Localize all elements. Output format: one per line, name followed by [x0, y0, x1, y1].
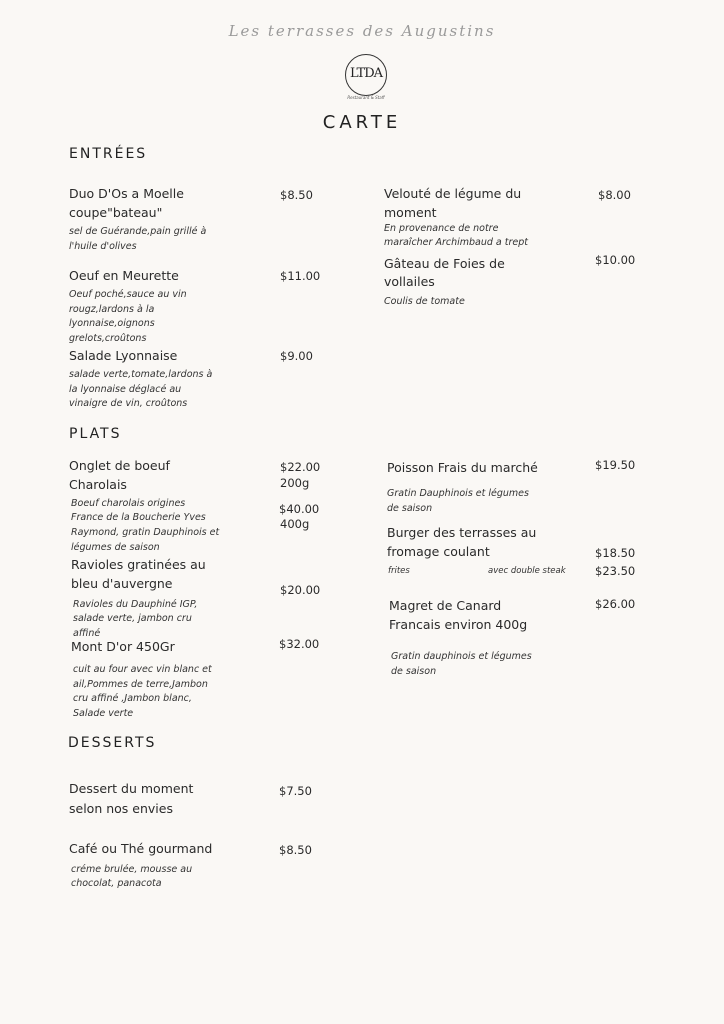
item-description: Gratin dauphinois et légumes: [391, 651, 532, 662]
item-option: avec double steak: [488, 566, 566, 576]
item-description: Boeuf charolais origines: [71, 498, 186, 509]
item-description: affiné: [73, 628, 101, 639]
item-name: Salade Lyonnaise: [69, 348, 178, 363]
item-description: sel de Guérande,pain grillé à: [69, 226, 207, 237]
item-description: rougz,lardons à la: [69, 304, 155, 315]
item-name: Poisson Frais du marché: [387, 460, 538, 475]
item-price: $40.00: [279, 502, 320, 516]
item-price: $9.00: [280, 349, 313, 363]
section-title-plats: PLATS: [69, 426, 122, 442]
item-price: $8.50: [279, 843, 312, 857]
item-price: $23.50: [595, 564, 636, 578]
item-price: $19.50: [595, 458, 636, 472]
item-name: Oeuf en Meurette: [69, 268, 179, 283]
item-name: bleu d'auvergne: [71, 576, 173, 591]
item-name: fromage coulant: [387, 544, 490, 559]
item-description: créme brulée, mousse au: [71, 864, 193, 875]
section-title-entrees: ENTRÉES: [69, 146, 148, 162]
item-description: maraîcher Archimbaud a trept: [384, 237, 528, 248]
item-description: grelots,croûtons: [69, 333, 147, 344]
item-description: de saison: [387, 503, 433, 514]
item-description: lyonnaise,oignons: [69, 318, 155, 329]
restaurant-name: Les terrasses des Augustins: [228, 22, 496, 40]
item-description: ail,Pommes de terre,Jambon: [73, 679, 208, 690]
item-name: Burger des terrasses au: [387, 525, 537, 540]
item-weight: 400g: [280, 517, 310, 531]
item-description: Raymond, gratin Dauphinois et: [71, 527, 220, 538]
logo-subtitle: Restaurant & Staff: [347, 95, 385, 100]
item-name: Mont D'or 450Gr: [71, 639, 175, 654]
item-description: la lyonnaise déglacé au: [69, 384, 182, 395]
item-description: légumes de saison: [71, 542, 160, 553]
item-name: Francais environ 400g: [389, 617, 528, 632]
menu-title: CARTE: [322, 112, 402, 133]
logo: [345, 54, 387, 96]
item-name: coupe"bateau": [69, 205, 163, 220]
item-name: Velouté de légume du: [384, 186, 522, 201]
item-price: $11.00: [280, 269, 321, 283]
item-name: Ravioles gratinées au: [71, 557, 206, 572]
item-description: France de la Boucherie Yves: [71, 512, 206, 523]
item-weight: 200g: [280, 476, 310, 490]
item-name: Onglet de boeuf: [69, 458, 170, 473]
item-price: $8.50: [280, 188, 313, 202]
item-name: Gâteau de Foies de: [384, 256, 505, 271]
item-name: Magret de Canard: [389, 598, 502, 613]
item-description: Oeuf poché,sauce au vin: [69, 289, 187, 300]
item-description: Salade verte: [73, 708, 134, 719]
section-title-desserts: DESSERTS: [68, 735, 157, 751]
item-name: selon nos envies: [69, 801, 173, 816]
item-description: vinaigre de vin, croûtons: [69, 398, 188, 409]
item-price: $18.50: [595, 546, 636, 560]
item-description: salade verte, jambon cru: [73, 613, 192, 624]
item-price: $26.00: [595, 597, 636, 611]
item-price: $10.00: [595, 253, 636, 267]
item-name: Charolais: [69, 477, 127, 492]
item-price: $20.00: [280, 583, 321, 597]
item-price: $22.00: [280, 460, 321, 474]
item-description: cru affiné ,Jambon blanc,: [73, 693, 192, 704]
item-description: Ravioles du Dauphiné IGP,: [73, 599, 198, 610]
item-price: $8.00: [598, 188, 631, 202]
logo-monogram: LTDA: [349, 66, 383, 81]
item-name: moment: [384, 205, 437, 220]
item-option: frites: [388, 566, 410, 576]
item-description: Gratin Dauphinois et légumes: [387, 488, 529, 499]
item-description: Coulis de tomate: [384, 296, 465, 307]
item-name: Dessert du moment: [69, 781, 194, 796]
item-name: vollailes: [384, 274, 435, 289]
item-name: Duo D'Os a Moelle: [69, 186, 184, 201]
item-description: l'huile d'olives: [69, 241, 137, 252]
item-description: cuit au four avec vin blanc et: [73, 664, 212, 675]
item-description: de saison: [391, 666, 437, 677]
item-description: chocolat, panacota: [71, 878, 162, 889]
item-price: $32.00: [279, 637, 320, 651]
item-name: Café ou Thé gourmand: [69, 841, 213, 856]
item-description: salade verte,tomate,lardons à: [69, 369, 213, 380]
item-price: $7.50: [279, 784, 312, 798]
item-description: En provenance de notre: [384, 223, 499, 234]
